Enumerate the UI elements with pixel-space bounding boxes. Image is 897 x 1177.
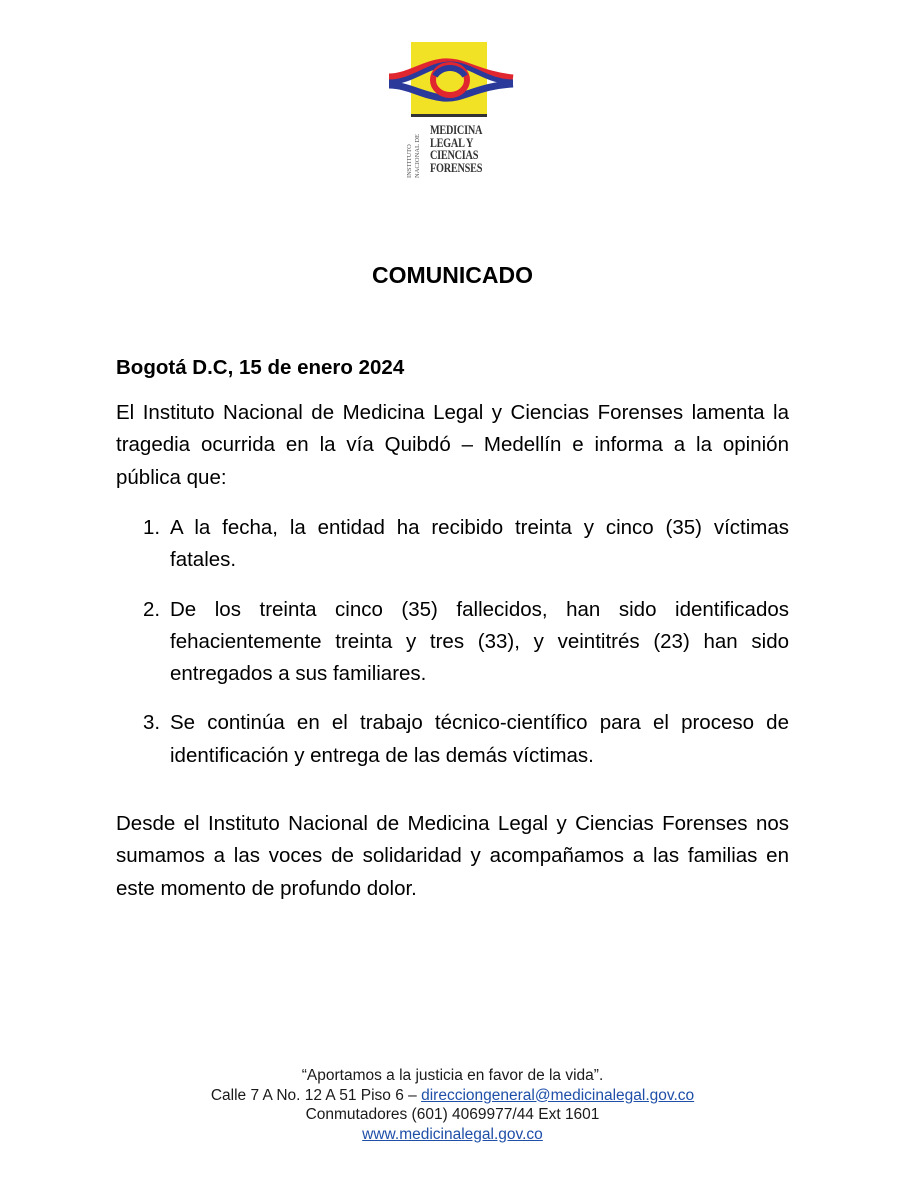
email-link[interactable]: direcciongeneral@medicinalegal.gov.co bbox=[421, 1086, 695, 1104]
footer-motto: “Aportamos a la justicia en favor de la vida”. bbox=[301, 1067, 604, 1084]
list-item bbox=[116, 512, 789, 577]
list-number: 1. bbox=[143, 516, 161, 539]
footer bbox=[0, 1066, 897, 1144]
list-number: 2. bbox=[143, 597, 161, 621]
eye-emblem-icon bbox=[388, 40, 514, 120]
logo-vertical-line: NACIONAL DE bbox=[414, 134, 421, 178]
footer-phones: Conmutadores (601) 4069977/44 Ext 1601 bbox=[305, 1106, 600, 1123]
logo-wordmark bbox=[430, 124, 482, 174]
logo-vertical-line: INSTITUTO bbox=[406, 144, 413, 178]
list-item-text: De los treinta cinco (35) fallecidos, han sido identificados fehacientemente treinta y tres (33), y veintitrés (23) han sido entregados a sus familiares. bbox=[170, 597, 789, 686]
logo-line: CIENCIAS bbox=[430, 148, 479, 163]
closing-paragraph: Desde el Instituto Nacional de Medicina Legal y Ciencias Forenses nos sumamos a las voces de solidaridad y acompañamos a las familias en este momento de profundo dolor. bbox=[116, 812, 789, 900]
footer-address: Calle 7 A No. 12 A 51 Piso 6 – bbox=[210, 1086, 422, 1104]
footer-address-line bbox=[0, 1086, 897, 1106]
logo-line: MEDICINA bbox=[430, 123, 483, 137]
logo-vertical-text bbox=[406, 134, 422, 178]
list-item-text: A la fecha, la entidad ha recibido treinta y cinco (35) víctimas fatales. bbox=[170, 516, 789, 572]
list-item bbox=[116, 707, 789, 772]
list-item bbox=[116, 594, 789, 691]
intro-paragraph: El Instituto Nacional de Medicina Legal y Ciencias Forenses lamenta la tragedia ocurrida en la vía Quibdó – Medellín e informa a la opinión pública que: bbox=[116, 401, 789, 489]
logo-line: LEGAL Y bbox=[430, 135, 474, 150]
website-link[interactable]: www.medicinalegal.gov.co bbox=[362, 1125, 543, 1143]
numbered-list bbox=[116, 512, 789, 789]
date-line: Bogotá D.C, 15 de enero 2024 bbox=[116, 356, 405, 379]
list-number: 3. bbox=[143, 711, 161, 735]
document-title: COMUNICADO bbox=[372, 262, 533, 288]
logo-line: FORENSES bbox=[430, 160, 483, 175]
list-item-text: Se continúa en el trabajo técnico-científico para el proceso de identificación y entrega de las demás víctimas. bbox=[170, 711, 789, 767]
